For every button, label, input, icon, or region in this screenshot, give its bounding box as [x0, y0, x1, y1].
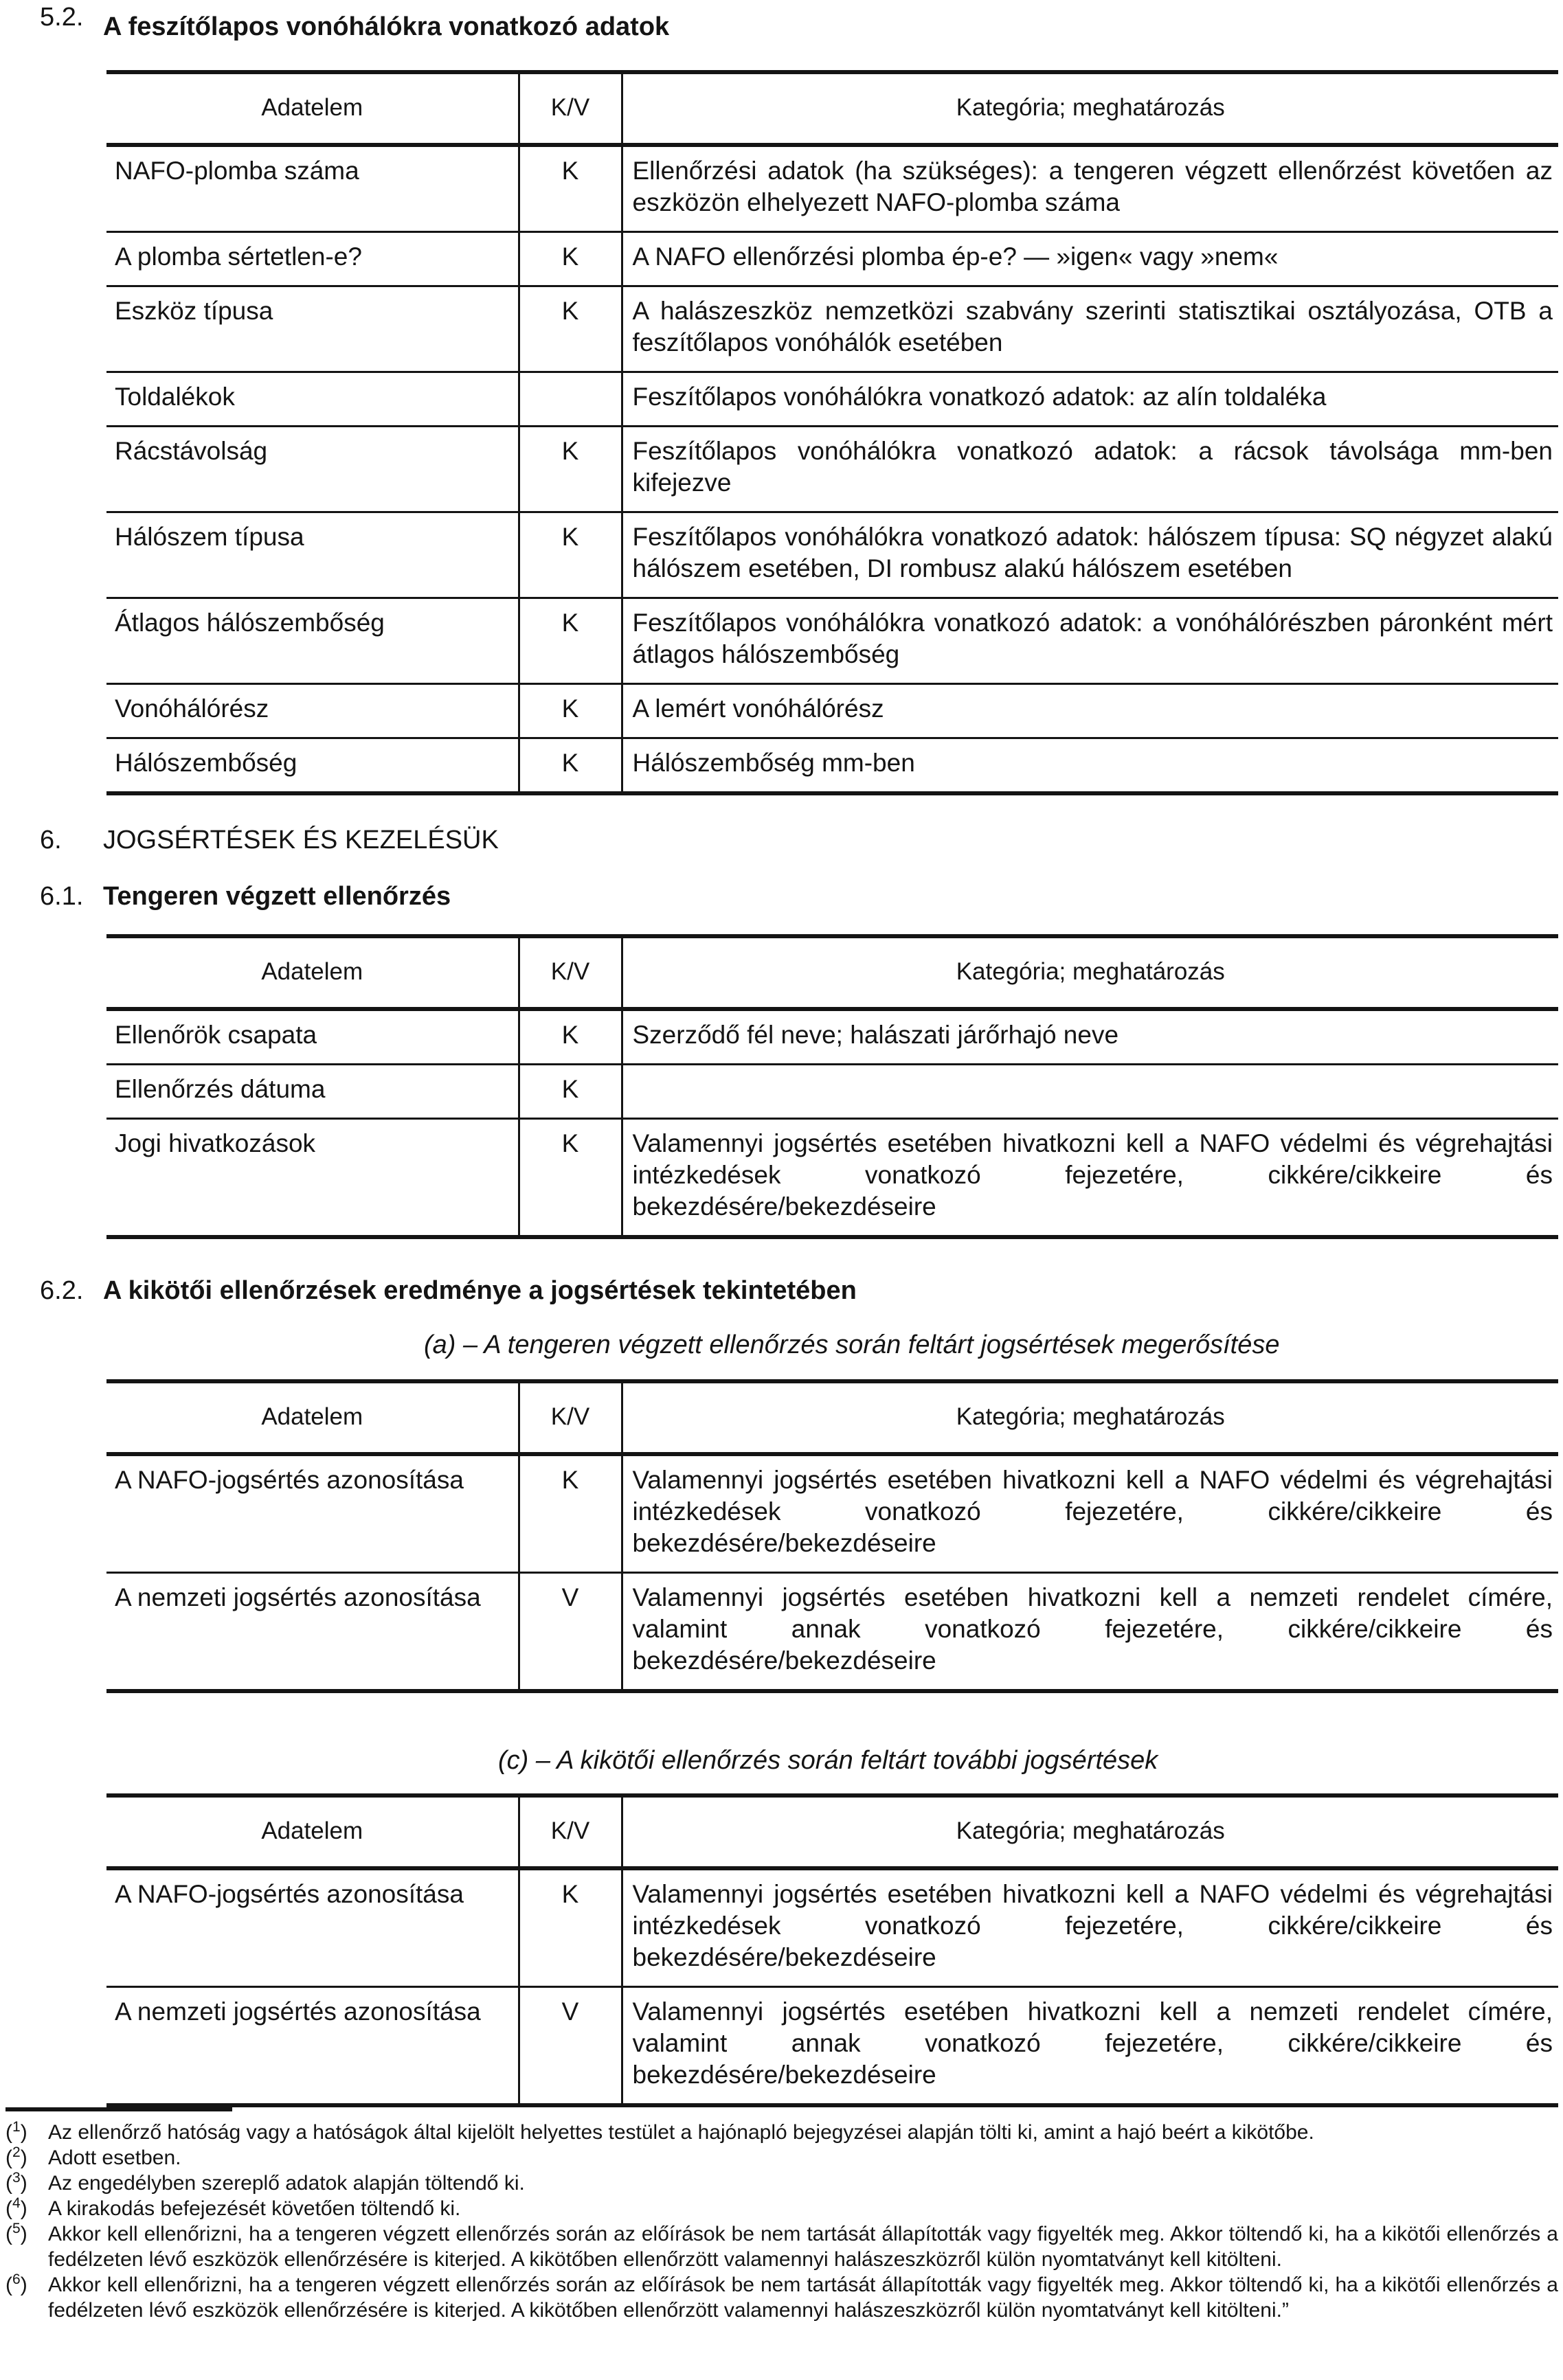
footnote	[5, 2171, 1558, 2196]
kv-cell: K	[519, 286, 622, 372]
table-row	[106, 1119, 1558, 1238]
data-element-cell: Ellenőrzés dátuma	[106, 1065, 519, 1119]
kv-cell: K	[519, 738, 622, 794]
kv-cell: K	[519, 427, 622, 512]
table-row	[106, 1454, 1558, 1573]
data-element-cell: A NAFO-jogsértés azonosítása	[106, 1454, 519, 1573]
data-element-cell: A NAFO-jogsértés azonosítása	[106, 1868, 519, 1987]
footnote-text: Az engedélyben szereplő adatok alapján töltendő ki.	[48, 2172, 525, 2195]
footnote	[5, 2196, 1558, 2221]
column-header-kv: K/V	[519, 1381, 622, 1454]
data-element-cell: Rácstávolság	[106, 427, 519, 512]
column-header-kv: K/V	[519, 936, 622, 1009]
definition-cell: Valamennyi jogsértés esetében hivatkozni kell a nemzeti rendelet címére, valamint annak vonatkozó fejezetére, cikkére/cikkeire és bekezdésére/bekezdéseire	[622, 1987, 1558, 2106]
section-number: 5.2.	[40, 3, 84, 32]
kv-cell: K	[519, 1009, 622, 1065]
table-row	[106, 1573, 1558, 1692]
kv-cell: K	[519, 1868, 622, 1987]
table-row	[106, 738, 1558, 794]
kv-cell: K	[519, 1119, 622, 1238]
data-element-cell: Hálószembőség	[106, 738, 519, 794]
kv-cell: V	[519, 1573, 622, 1692]
data-element-cell: Eszköz típusa	[106, 286, 519, 372]
definition-cell: Valamennyi jogsértés esetében hivatkozni kell a NAFO védelmi és végrehajtási intézkedések vonatkozó fejezetére, cikkére/cikkeire és bekezdésére/bekezdéseire	[622, 1868, 1558, 1987]
table-row	[106, 232, 1558, 286]
definition-cell: A halászeszköz nemzetközi szabvány szerinti statisztikai osztályozása, OTB a feszítőlapos vonóhálók esetében	[622, 286, 1558, 372]
table-header-row	[106, 72, 1558, 145]
data-element-cell: Hálószem típusa	[106, 512, 519, 598]
data-element-cell: Vonóhálórész	[106, 684, 519, 738]
kv-cell	[519, 372, 622, 427]
data-element-cell: Ellenőrök csapata	[106, 1009, 519, 1065]
column-header-kv: K/V	[519, 1795, 622, 1868]
definition-cell: Feszítőlapos vonóhálókra vonatkozó adatok: a rácsok távolsága mm-ben kifejezve	[622, 427, 1558, 512]
table-header-row	[106, 1381, 1558, 1454]
footnote-marker: ($^2$)	[5, 2144, 27, 2169]
section-heading-6-1	[0, 879, 1563, 914]
definition-cell: Ellenőrzési adatok (ha szükséges): a tengeren végzett ellenőrzést követően az eszközön elhelyezett NAFO-plomba száma	[622, 145, 1558, 232]
table-row	[106, 286, 1558, 372]
table-row	[106, 1065, 1558, 1119]
table-row	[106, 598, 1558, 684]
column-header-adatelem: Adatelem	[106, 72, 519, 145]
column-header-adatelem: Adatelem	[106, 1381, 519, 1454]
section-title: Tengeren végzett ellenőrzés	[103, 882, 451, 911]
column-header-kategoria: Kategória; meghatározás	[622, 1381, 1558, 1454]
definition-cell: Szerződő fél neve; halászati járőrhajó neve	[622, 1009, 1558, 1065]
footnote-text: A kirakodás befejezését követően töltendő ki.	[48, 2197, 461, 2220]
section-title: JOGSÉRTÉSEK ÉS KEZELÉSÜK	[103, 826, 499, 854]
footnote-text: Akkor kell ellenőrizni, ha a tengeren végzett ellenőrzés során az előírások be nem tartását állapították vagy figyelték meg. Akkor töltendő ki, ha a kikötői ellenőrzés a fedélzeten lévő eszközök ellenőrzésére is kiterjed. A kikötőben ellenőrzött valamennyi halászeszközről külön nyomtatványt kell kitölteni.”	[48, 2274, 1558, 2322]
definition-cell: Feszítőlapos vonóhálókra vonatkozó adatok: az alín toldaléka	[622, 372, 1558, 427]
port-confirmed-infringements-table	[106, 1379, 1558, 1693]
table-row	[106, 512, 1558, 598]
footnote-separator-rule	[5, 2107, 232, 2111]
kv-cell: K	[519, 512, 622, 598]
column-header-kv: K/V	[519, 72, 622, 145]
data-element-cell: A nemzeti jogsértés azonosítása	[106, 1987, 519, 2106]
footnote-text: Adott esetben.	[48, 2146, 181, 2169]
definition-cell: Feszítőlapos vonóhálókra vonatkozó adatok: a vonóhálórészben páronként mért átlagos hálószembőség	[622, 598, 1558, 684]
footnote-marker: ($^3$)	[5, 2170, 27, 2195]
table-row	[106, 372, 1558, 427]
subsection-heading-a: (a) – A tengeren végzett ellenőrzés során feltárt jogsértések megerősítése	[424, 1330, 1280, 1359]
footnote-text: Az ellenőrző hatóság vagy a hatóságok által kijelölt helyettes testület a hajónapló bejegyzései alapján tölti ki, amint a hajó beért a kikötőbe.	[48, 2121, 1314, 2144]
port-additional-infringements-table	[106, 1793, 1558, 2107]
definition-cell: Valamennyi jogsértés esetében hivatkozni kell a NAFO védelmi és végrehajtási intézkedések vonatkozó fejezetére, cikkére/cikkeire és bekezdésére/bekezdéseire	[622, 1454, 1558, 1573]
kv-cell: K	[519, 232, 622, 286]
footnotes-block	[5, 2107, 1558, 2323]
data-element-cell: A nemzeti jogsértés azonosítása	[106, 1573, 519, 1692]
footnote	[5, 2120, 1558, 2145]
section-title: A feszítőlapos vonóhálókra vonatkozó adatok	[103, 12, 670, 41]
definition-cell: Valamennyi jogsértés esetében hivatkozni kell a NAFO védelmi és végrehajtási intézkedések vonatkozó fejezetére, cikkére/cikkeire és bekezdésére/bekezdéseire	[622, 1119, 1558, 1238]
footnote-marker: ($^6$)	[5, 2271, 27, 2296]
column-header-adatelem: Adatelem	[106, 1795, 519, 1868]
footnote-text: Akkor kell ellenőrizni, ha a tengeren végzett ellenőrzés során az előírások be nem tartását állapították vagy figyelték meg. Akkor töltendő ki, ha a kikötői ellenőrzés a fedélzeten lévő eszközök ellenőrzésére is kiterjed. A kikötőben ellenőrzött valamennyi halászeszközről külön nyomtatványt kell kitölteni.	[48, 2223, 1558, 2271]
table-row	[106, 1868, 1558, 1987]
footnote	[5, 2272, 1558, 2323]
definition-cell: A lemért vonóhálórész	[622, 684, 1558, 738]
definition-cell: Hálószembőség mm-ben	[622, 738, 1558, 794]
table-row	[106, 1009, 1558, 1065]
footnote-marker: ($^1$)	[5, 2119, 27, 2144]
footnote	[5, 2145, 1558, 2171]
column-header-kategoria: Kategória; meghatározás	[622, 72, 1558, 145]
definition-cell: Valamennyi jogsértés esetében hivatkozni kell a nemzeti rendelet címére, valamint annak vonatkozó fejezetére, cikkére/cikkeire és bekezdésére/bekezdéseire	[622, 1573, 1558, 1692]
table-row	[106, 427, 1558, 512]
table-row	[106, 145, 1558, 232]
data-element-cell: Jogi hivatkozások	[106, 1119, 519, 1238]
data-element-cell: Átlagos hálószembőség	[106, 598, 519, 684]
kv-cell: K	[519, 1454, 622, 1573]
column-header-kategoria: Kategória; meghatározás	[622, 1795, 1558, 1868]
sea-inspection-table	[106, 934, 1558, 1239]
footnote-marker: ($^5$)	[5, 2221, 27, 2245]
data-element-cell: A plomba sértetlen-e?	[106, 232, 519, 286]
kv-cell: K	[519, 598, 622, 684]
section-heading-6-2	[0, 1273, 1563, 1308]
section-number: 6.1.	[40, 882, 84, 911]
kv-cell: K	[519, 145, 622, 232]
section-title: A kikötői ellenőrzések eredménye a jogsértések tekintetében	[103, 1276, 857, 1305]
data-element-cell: NAFO-plomba száma	[106, 145, 519, 232]
definition-cell: A NAFO ellenőrzési plomba ép-e? — »igen« vagy »nem«	[622, 232, 1558, 286]
column-header-adatelem: Adatelem	[106, 936, 519, 1009]
section-heading-6	[0, 823, 1563, 857]
footnote	[5, 2221, 1558, 2272]
data-element-cell: Toldalékok	[106, 372, 519, 427]
section-number: 6.2.	[40, 1276, 84, 1305]
footnote-marker: ($^4$)	[5, 2195, 27, 2220]
section-heading-5-2	[0, 0, 1563, 44]
kv-cell: K	[519, 1065, 622, 1119]
kv-cell: V	[519, 1987, 622, 2106]
kv-cell: K	[519, 684, 622, 738]
table-row	[106, 1987, 1558, 2106]
definition-cell	[622, 1065, 1558, 1119]
section-number: 6.	[40, 826, 62, 854]
table-header-row	[106, 936, 1558, 1009]
gear-data-table	[106, 70, 1558, 795]
column-header-kategoria: Kategória; meghatározás	[622, 936, 1558, 1009]
definition-cell: Feszítőlapos vonóhálókra vonatkozó adatok: hálószem típusa: SQ négyzet alakú hálószem esetében, DI rombusz alakú hálószem esetében	[622, 512, 1558, 598]
subsection-heading-c: (c) – A kikötői ellenőrzés során feltárt további jogsértések	[498, 1746, 1158, 1775]
table-header-row	[106, 1795, 1558, 1868]
table-row	[106, 684, 1558, 738]
